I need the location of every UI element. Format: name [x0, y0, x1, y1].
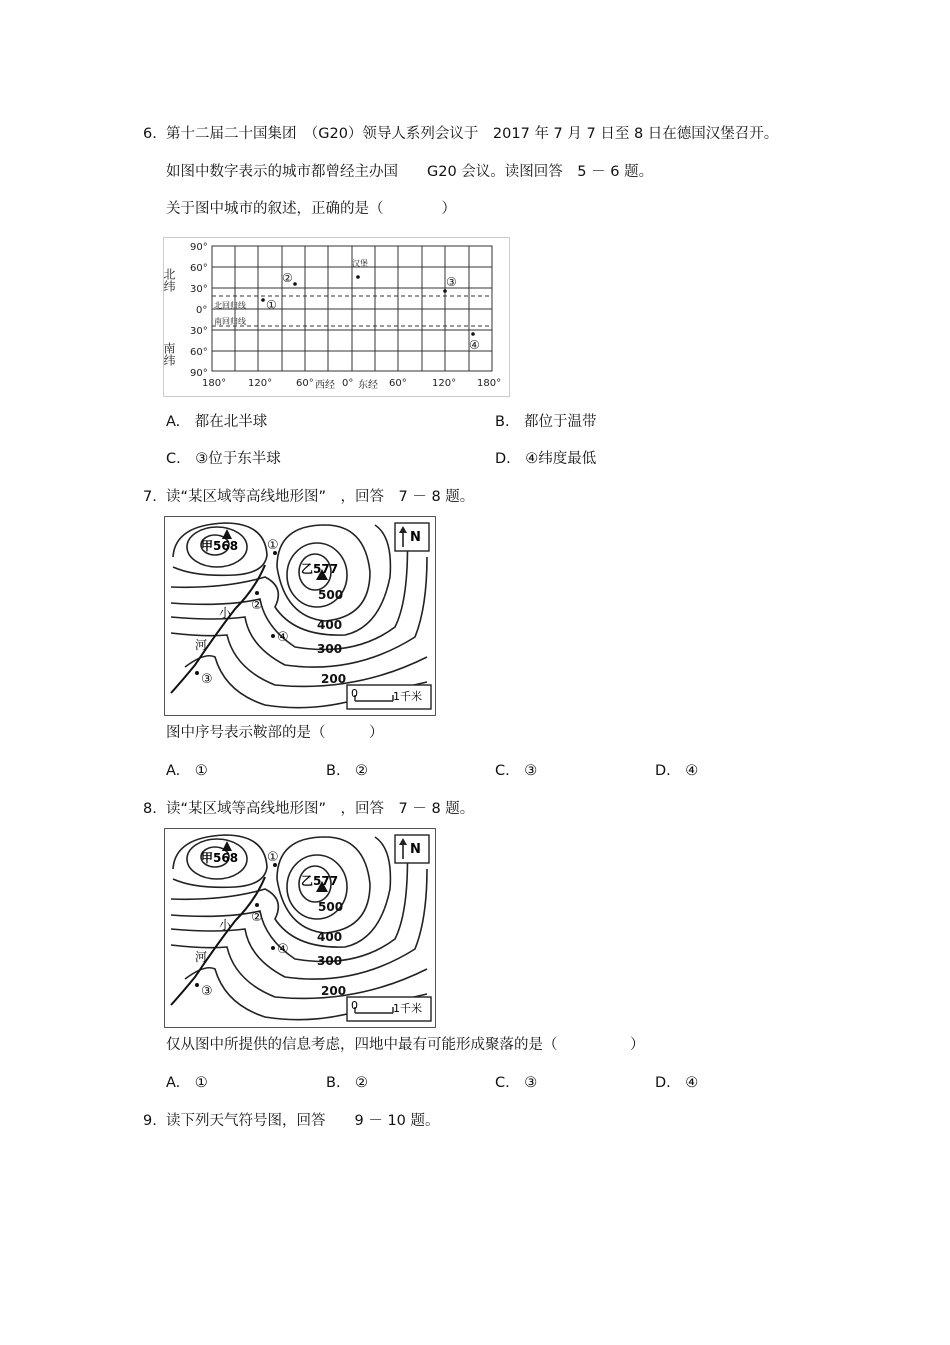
marker-1: ① [267, 850, 279, 865]
marker-1: ① [266, 298, 277, 312]
scale-label: 1千米 [393, 1002, 422, 1015]
river-label-1: 小 [219, 918, 232, 932]
lon-label: 0° [342, 378, 354, 389]
option-a: A. 都在北半球 [166, 414, 268, 430]
marker-1: ① [267, 538, 279, 553]
river-line [171, 877, 265, 1005]
option-c: C. ③ [495, 763, 538, 779]
contour-label-200: 200 [321, 984, 347, 998]
lat-label: 90° [190, 242, 208, 253]
question-prompt: 仅从图中所提供的信息考虑，四地中最有可能形成聚落的是（ ） [166, 1037, 645, 1053]
option-a: A. ① [166, 1075, 208, 1091]
contour-label-500: 500 [318, 588, 344, 602]
lon-label: 60° [296, 378, 314, 389]
question-prompt: 图中序号表示鞍部的是（ ） [166, 725, 384, 741]
option-d: D. ④纬度最低 [495, 451, 597, 467]
lon-label: 120° [248, 378, 273, 389]
contour-label-400: 400 [317, 618, 343, 632]
option-d: D. ④ [655, 763, 699, 779]
peak-1-label: 甲568 [201, 851, 239, 865]
lon-label: 东经 [358, 380, 378, 391]
north-label: N [410, 842, 421, 857]
marker-3: ③ [446, 275, 457, 289]
peak-1-label: 甲568 [201, 539, 239, 553]
tropic-of-cancer-label: 北回归线 [214, 301, 246, 310]
river-label-1: 小 [219, 606, 232, 620]
lon-label: 60° [389, 378, 407, 389]
marker-4: ④ [469, 338, 480, 352]
option-b: B. 都位于温带 [495, 414, 597, 430]
marker-2: ② [251, 598, 263, 613]
marker-3: ③ [201, 984, 213, 999]
lon-label: 180° [477, 378, 502, 389]
contour-label-300: 300 [317, 954, 343, 968]
north-latitude-label: 北纬 [162, 268, 176, 292]
marker-3: ③ [201, 672, 213, 687]
lat-label: 0° [196, 305, 208, 316]
contour-label-300: 300 [317, 642, 343, 656]
marker-4: ④ [277, 630, 289, 645]
option-a: A. ① [166, 763, 208, 779]
question-stem-line: 读下列天气符号图，回答 9 － 10 题。 [166, 1113, 440, 1129]
river-line [171, 565, 265, 693]
city-dot-1 [261, 298, 265, 302]
contour-map-2 [164, 828, 436, 1028]
option-b: B. ② [326, 1075, 369, 1091]
question-number: 7. [143, 489, 157, 505]
scale-zero: 0 [351, 999, 358, 1012]
peak-2-label: 乙577 [301, 562, 339, 576]
lon-label: 西经 [315, 380, 335, 391]
question-stem-line: 第十二届二十国集团 （G20）领导人系列会议于 2017 年 7 月 7 日至 8 日在德国汉堡召开。 [166, 126, 779, 142]
marker-2: ② [251, 910, 263, 925]
world-grid-map [163, 237, 510, 397]
peak-2-label: 乙577 [301, 874, 339, 888]
question-prompt: 关于图中城市的叙述，正确的是（ ） [166, 201, 456, 217]
north-label: N [410, 530, 421, 545]
question-number: 8. [143, 801, 157, 817]
hamburg-dot [356, 275, 360, 279]
option-b: B. ② [326, 763, 369, 779]
lon-label: 120° [432, 378, 457, 389]
question-number: 6. [143, 126, 157, 142]
question-stem-line: 读“某区域等高线地形图” ，回答 7 － 8 题。 [166, 801, 475, 817]
marker-4: ④ [277, 942, 289, 957]
question-stem-line: 读“某区域等高线地形图” ，回答 7 － 8 题。 [166, 489, 475, 505]
question-number: 9. [143, 1113, 157, 1129]
lat-label: 90° [190, 368, 208, 379]
lat-label: 60° [190, 347, 208, 358]
lat-label: 60° [190, 263, 208, 274]
scale-label: 1千米 [393, 690, 422, 703]
option-c: C. ③ [495, 1075, 538, 1091]
tropic-of-capricorn-label: 南回归线 [214, 317, 246, 326]
contour-label-200: 200 [321, 672, 347, 686]
lon-label: 180° [202, 378, 227, 389]
option-d: D. ④ [655, 1075, 699, 1091]
question-stem-line: 如图中数字表示的城市都曾经主办国 G20 会议。读图回答 5 － 6 题。 [166, 164, 654, 180]
river-label-2: 河 [195, 638, 208, 652]
marker-2: ② [282, 271, 293, 285]
lat-label: 30° [190, 284, 208, 295]
contour-map [164, 516, 436, 716]
lat-label: 30° [190, 326, 208, 337]
river-label-2: 河 [195, 950, 208, 964]
option-c: C. ③位于东半球 [166, 451, 281, 467]
contour-label-500: 500 [318, 900, 344, 914]
contour-label-400: 400 [317, 930, 343, 944]
city-dot-2 [293, 282, 297, 286]
city-dot-3 [443, 289, 447, 293]
south-latitude-label: 南纬 [162, 342, 176, 366]
hamburg-label: 汉堡 [352, 259, 368, 268]
city-dot-4 [471, 332, 475, 336]
scale-zero: 0 [351, 687, 358, 700]
